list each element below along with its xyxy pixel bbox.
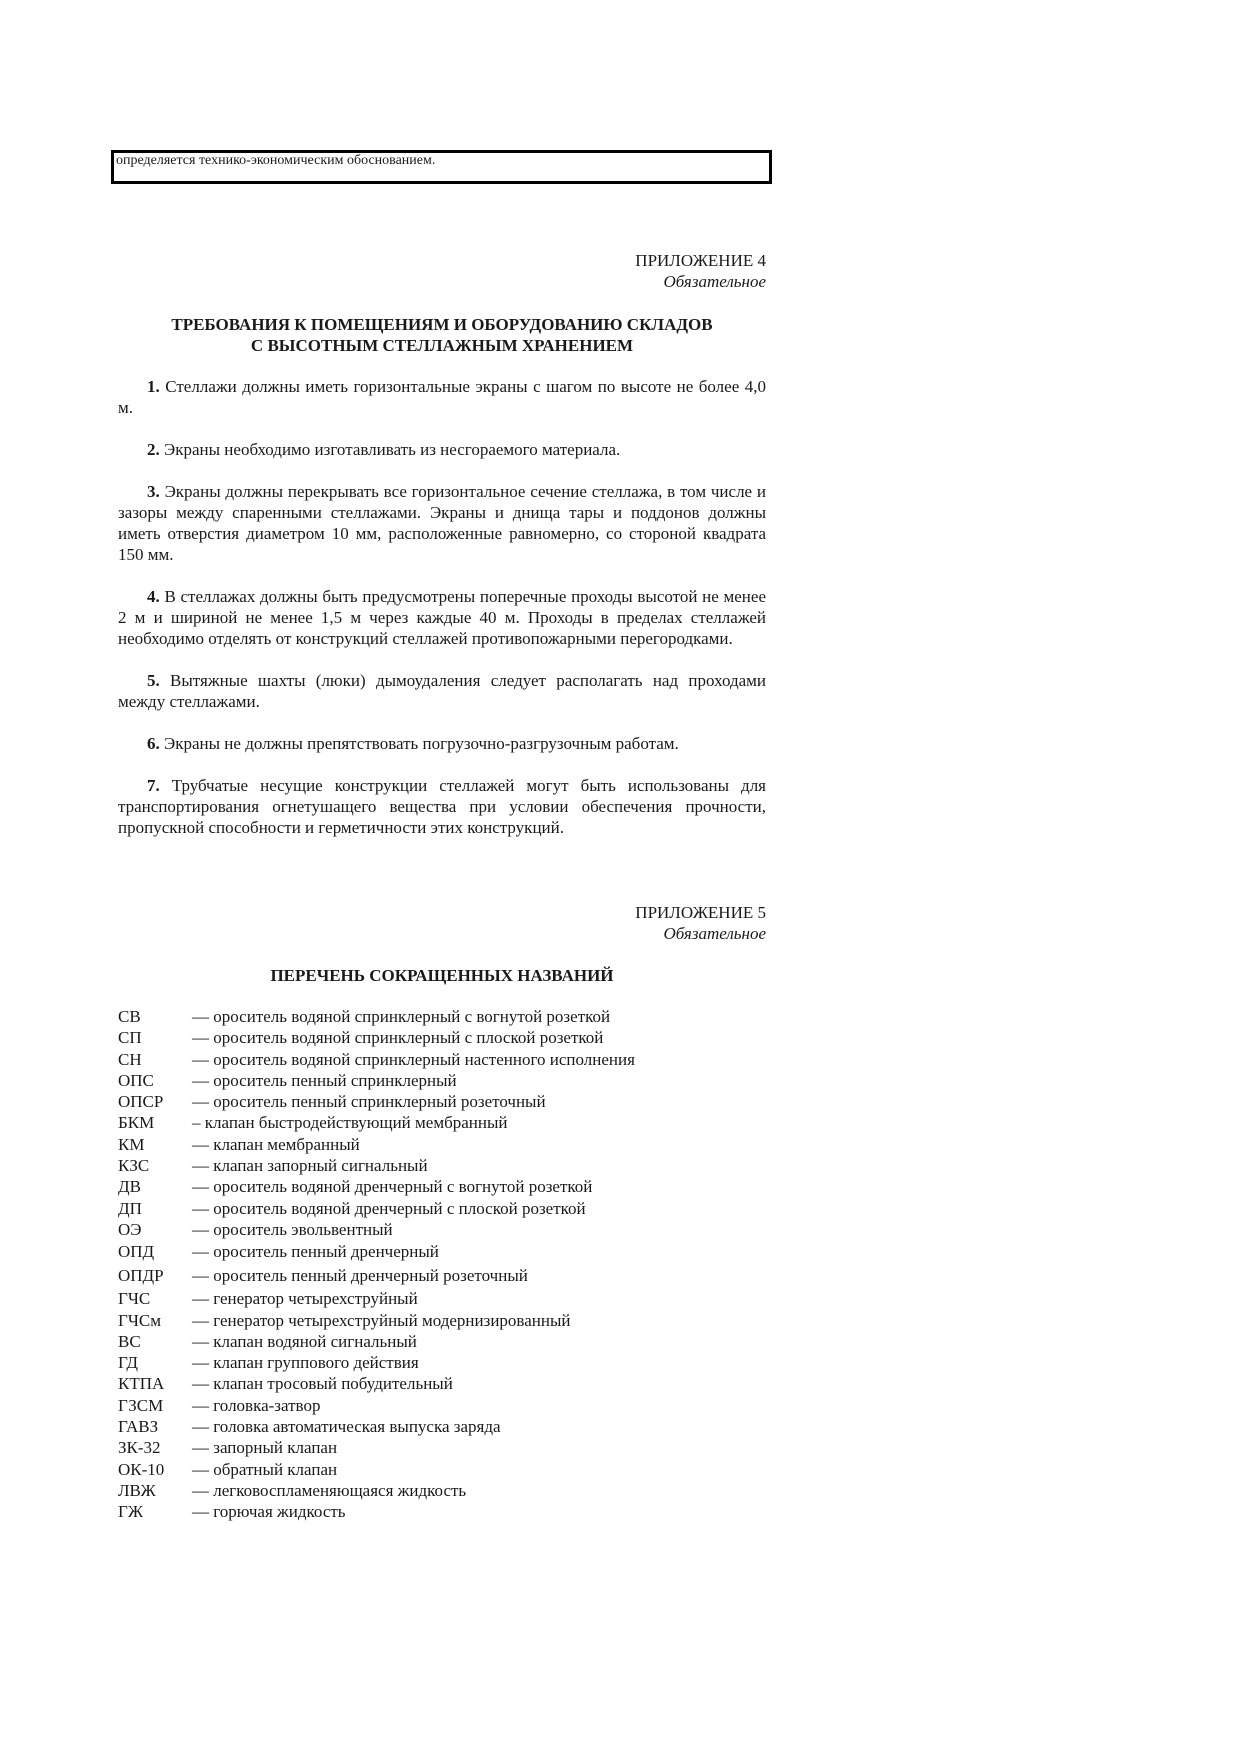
abbreviation-description: — головка-затвор [192, 1395, 321, 1415]
abbreviation-row [118, 1480, 766, 1501]
abbreviation-code: ВС [118, 1331, 141, 1351]
requirement-text: Стеллажи должны иметь горизонтальные экраны с шагом по высоте не более 4,0 м. [118, 377, 767, 417]
requirement-item [118, 376, 766, 418]
requirement-number: 3. [147, 482, 160, 501]
abbreviation-description: — ороситель пенный дренчерный розеточный [192, 1266, 528, 1286]
requirement-number: 5. [147, 671, 160, 690]
requirement-item [118, 775, 766, 838]
requirement-number: 6. [147, 734, 160, 753]
abbreviation-code: КМ [118, 1134, 145, 1154]
abbreviation-code: ОЭ [118, 1219, 142, 1239]
abbreviation-code: СП [118, 1028, 142, 1048]
appendix-4-title [118, 314, 766, 356]
abbreviation-description: — ороситель пенный спринклерный [192, 1070, 457, 1090]
abbreviation-code: ДП [118, 1198, 142, 1218]
abbreviation-code: ОПД [118, 1242, 155, 1262]
abbreviation-row [118, 1264, 766, 1288]
abbreviation-description: — генератор четырехструйный [192, 1289, 418, 1309]
appendix-4-status: Обязательное [663, 272, 766, 291]
abbreviation-code: ГЧС [118, 1289, 151, 1309]
abbreviation-row [118, 1155, 766, 1176]
requirement-item [118, 439, 766, 460]
abbreviation-row [118, 1416, 766, 1437]
abbreviation-row [118, 1027, 766, 1048]
appendix-4-title-line-1: ТРЕБОВАНИЯ К ПОМЕЩЕНИЯМ И ОБОРУДОВАНИЮ СКЛАДОВ [171, 315, 713, 334]
abbreviation-code: ОПДР [118, 1266, 164, 1286]
appendix-5-title: ПЕРЕЧЕНЬ СОКРАЩЕННЫХ НАЗВАНИЙ [270, 966, 614, 985]
abbreviation-description: — генератор четырехструйный модернизированный [192, 1310, 571, 1330]
abbreviation-code: ГЗСМ [118, 1395, 164, 1415]
abbreviation-code: КЗС [118, 1156, 150, 1176]
appendix-4-label: ПРИЛОЖЕНИЕ 4 [635, 251, 766, 270]
abbreviation-row [118, 1070, 766, 1091]
abbreviation-description: — клапан группового действия [192, 1353, 419, 1373]
requirement-text: Вытяжные шахты (люки) дымоудаления следует располагать над проходами между стеллажами. [118, 671, 767, 711]
abbreviation-row [118, 1288, 766, 1309]
abbreviation-row [118, 1134, 766, 1155]
abbreviation-row [118, 1112, 766, 1133]
abbreviation-code: ГД [118, 1353, 138, 1373]
abbreviation-row [118, 1240, 766, 1264]
abbreviation-description: — запорный клапан [192, 1438, 338, 1458]
abbreviation-code: ГЖ [118, 1502, 144, 1522]
requirement-item [118, 733, 766, 754]
appendix-5-status: Обязательное [663, 924, 766, 943]
abbreviation-description: — ороситель эвольвентный [192, 1219, 393, 1239]
abbreviation-row [118, 1198, 766, 1219]
abbreviation-list [118, 1006, 766, 1523]
abbreviation-row [118, 1091, 766, 1112]
abbreviation-row [118, 1176, 766, 1197]
abbreviation-description: — клапан запорный сигнальный [192, 1156, 428, 1176]
abbreviation-row [118, 1352, 766, 1373]
abbreviation-code: ОК-10 [118, 1459, 165, 1479]
abbreviation-code: СН [118, 1049, 142, 1069]
abbreviation-description: — обратный клапан [192, 1459, 338, 1479]
abbreviation-row [118, 1049, 766, 1070]
abbreviation-description: — ороситель пенный дренчерный [192, 1242, 439, 1262]
requirements-list [118, 376, 766, 838]
abbreviation-code: ЗК-32 [118, 1438, 161, 1458]
abbreviation-row [118, 1395, 766, 1416]
abbreviation-description: — головка автоматическая выпуска заряда [192, 1417, 501, 1437]
requirement-text: Экраны должны перекрывать все горизонтальное сечение стеллажа, в том числе и зазоры между спаренными стеллажами. Экраны и днища тары и поддонов должны иметь отверстия диаметром 10 мм, расположенные равномерно, со стороной квадрата 150 мм. [118, 482, 767, 564]
abbreviation-row [118, 1501, 766, 1522]
abbreviation-description: — ороситель пенный спринклерный розеточный [192, 1092, 546, 1112]
abbreviation-row [118, 1219, 766, 1240]
abbreviation-code: КТПА [118, 1374, 165, 1394]
abbreviation-code: СВ [118, 1007, 141, 1026]
abbreviation-code: ДВ [118, 1177, 141, 1197]
requirement-number: 4. [147, 587, 160, 606]
requirement-text: Экраны необходимо изготавливать из несгораемого материала. [164, 440, 621, 459]
requirement-number: 1. [147, 377, 160, 396]
abbreviation-row [118, 1006, 766, 1027]
abbreviation-row [118, 1310, 766, 1331]
abbreviation-code: ОПС [118, 1070, 154, 1090]
requirement-text: Трубчатые несущие конструкции стеллажей могут быть использованы для транспортирования огнетушащего вещества при условии обеспечения прочности, пропускной способности и герметичности этих конструкций. [118, 776, 767, 837]
abbreviation-row [118, 1373, 766, 1394]
requirement-number: 7. [147, 776, 160, 795]
abbreviation-description: — ороситель водяной спринклерный настенного исполнения [192, 1049, 635, 1069]
abbreviation-description: — ороситель водяной спринклерный с вогнутой розеткой [192, 1007, 611, 1026]
requirement-number: 2. [147, 440, 160, 459]
abbreviation-description: — клапан мембранный [192, 1134, 360, 1154]
abbreviation-description: — клапан водяной сигнальный [192, 1331, 417, 1351]
abbreviation-description: – клапан быстродействующий мембранный [192, 1113, 508, 1133]
abbreviation-row [118, 1459, 766, 1480]
requirement-item [118, 481, 766, 565]
abbreviation-code: ОПСР [118, 1092, 164, 1112]
abbreviation-description: — ороситель водяной дренчерный с плоской розеткой [192, 1198, 586, 1218]
abbreviation-description: — легковоспламеняющаяся жидкость [192, 1480, 467, 1500]
abbreviation-description: — горючая жидкость [192, 1502, 346, 1522]
abbreviation-description: — ороситель водяной дренчерный с вогнутой розеткой [192, 1177, 593, 1197]
page-content [118, 250, 766, 1523]
abbreviation-row [118, 1331, 766, 1352]
appendix-5-label: ПРИЛОЖЕНИЕ 5 [635, 903, 766, 922]
requirement-text: Экраны не должны препятствовать погрузочно-разгрузочным работам. [164, 734, 679, 753]
requirement-text: В стеллажах должны быть предусмотрены поперечные проходы высотой не менее 2 м и шириной не менее 1,5 м через каждые 40 м. Проходы в пределах стеллажей необходимо отделять от конструкций стеллажей противопожарными перегородками. [118, 587, 766, 648]
abbreviation-description: — клапан тросовый побудительный [192, 1374, 453, 1394]
requirement-item [118, 586, 766, 649]
abbreviation-description: — ороситель водяной спринклерный с плоской розеткой [192, 1028, 604, 1048]
abbreviation-code: ГЧСм [118, 1310, 161, 1330]
abbreviation-code: БКМ [118, 1113, 155, 1133]
continuation-box [111, 150, 772, 184]
abbreviation-code: ЛВЖ [118, 1480, 156, 1500]
abbreviation-code: ГАВЗ [118, 1417, 159, 1437]
continuation-text: определяется технико-экономическим обоснованием. [116, 153, 436, 168]
abbreviation-row [118, 1437, 766, 1458]
requirement-item [118, 670, 766, 712]
appendix-4-title-line-2: С ВЫСОТНЫМ СТЕЛЛАЖНЫМ ХРАНЕНИЕМ [250, 336, 634, 355]
